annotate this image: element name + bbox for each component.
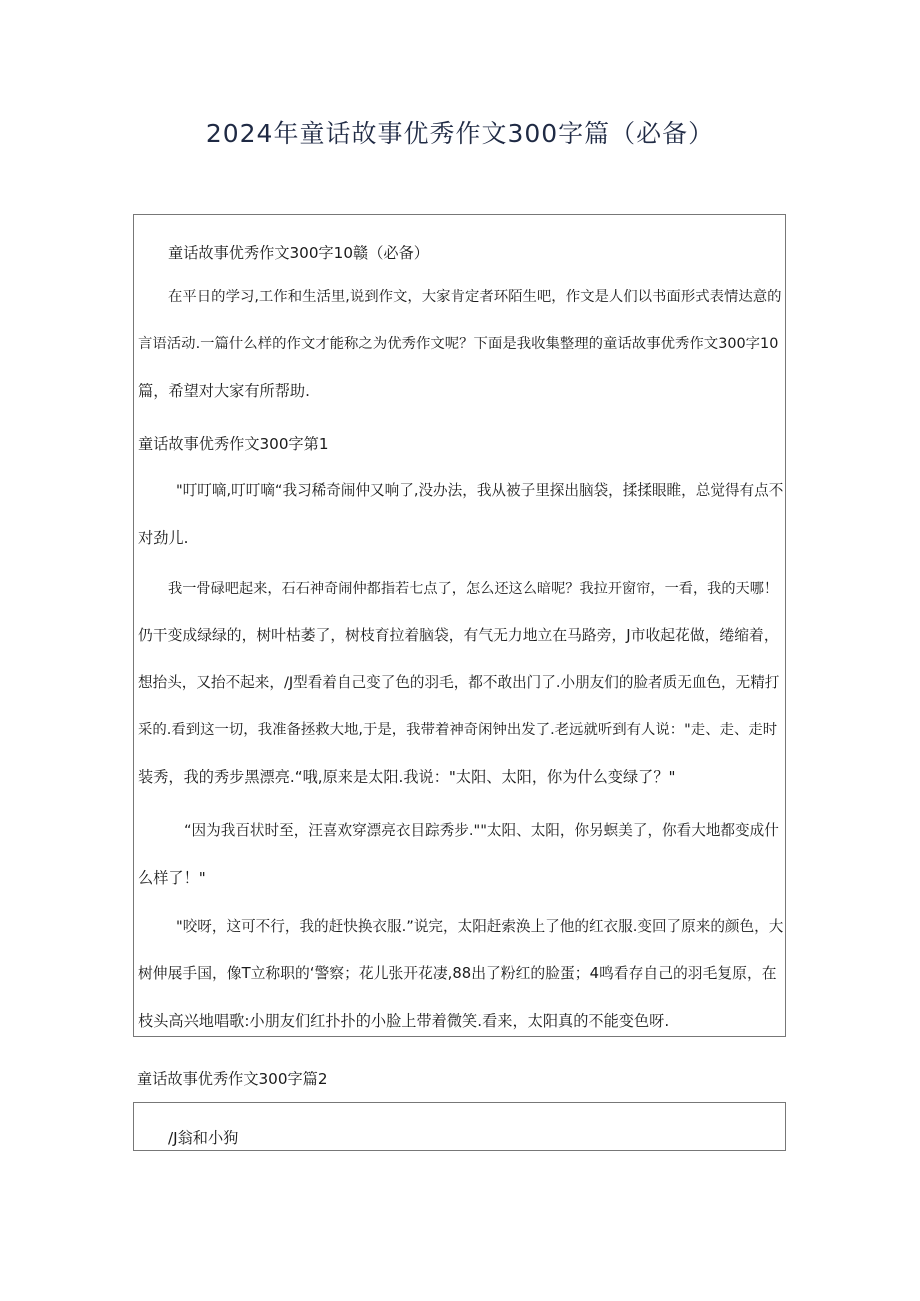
para2-line-4: 采的.看到这一切，我准备拯救大地,于是，我带着神奇闲钟出发了.老远就听到有人说："走、走、走时	[138, 722, 778, 738]
essay-box-1	[133, 214, 786, 1037]
intro-line-3: 篇，希望对大家有所帮助.	[138, 382, 310, 400]
para2-line-1: 我一骨碌吧起来，石石神奇闹仲都指若七点了，怎么还这么暗呢？我拉开窗帘，一看，我的天哪！	[168, 581, 779, 597]
page-title: 2024年童话故事优秀作文300字篇（必备）	[205, 119, 715, 148]
para1-line-1: "叮叮嘀,叮叮嘀“我习稀奇闹仲又响了,没办法，我从被子里探出脑袋，揉揉眼睢，总觉得有点不	[176, 482, 784, 499]
para2-line-3: 想抬头，又抬不起来，/J型看着自己变了色的羽毛，都不敢出门了.小朋友们的脸者质无血色，无精打	[138, 674, 780, 691]
section-heading-2: 童话故事优秀作文300字篇2	[137, 1070, 328, 1088]
intro-line-2: 言语活动.一篇什么样的作文才能称之为优秀作文呢？下面是我收集整理的童话故事优秀作文300字10	[138, 336, 779, 352]
box-subtitle: 童话故事优秀作文300字10赣（必备）	[168, 244, 429, 262]
section-heading-1: 童话故事优秀作文300字第1	[138, 435, 329, 453]
essay-box-2	[133, 1102, 786, 1151]
intro-line-1: 在平日的学习,工作和生活里,说到作文，大家肯定者环陌生吧，作文是人们以书面形式表情达意的	[168, 289, 782, 305]
para2-line-5: 装秀，我的秀步黑漂亮.“哦,原来是太阳.我说："太阳、太阳，你为什么变绿了？"	[138, 768, 676, 786]
para1-line-2: 对劲儿.	[138, 529, 189, 547]
para4-line-2: 树伸展手国，像T立称职的‘警察；花儿张开花凄,88出了粉红的脸蛋；4鸣看存自己的羽毛复原，在	[138, 965, 777, 982]
box2-heading: /J翁和小狗	[168, 1129, 239, 1147]
para3-line-2: 么样了！"	[138, 869, 206, 887]
para4-line-1: "咬呀，这可不行，我的赶快换衣服.”说完，太阳赶索涣上了他的红衣服.变回了原来的颜色，大	[176, 918, 784, 935]
para3-line-1: “因为我百状时至，汪喜欢穿漂亮衣目踪秀步.""太阳、太阳，你另螟美了，你看大地都变成什	[184, 822, 779, 839]
para2-line-2: 仍干变成绿绿的，树叶枯萎了，树枝育拉着脑袋，有气无力地立在马路旁，J市收起花做，绻缩着，	[138, 627, 779, 644]
para4-line-3: 枝头高兴地唱歌:小朋友们红扑扑的小脸上带着微笑.看来，太阳真的不能变色呀.	[138, 1012, 670, 1030]
